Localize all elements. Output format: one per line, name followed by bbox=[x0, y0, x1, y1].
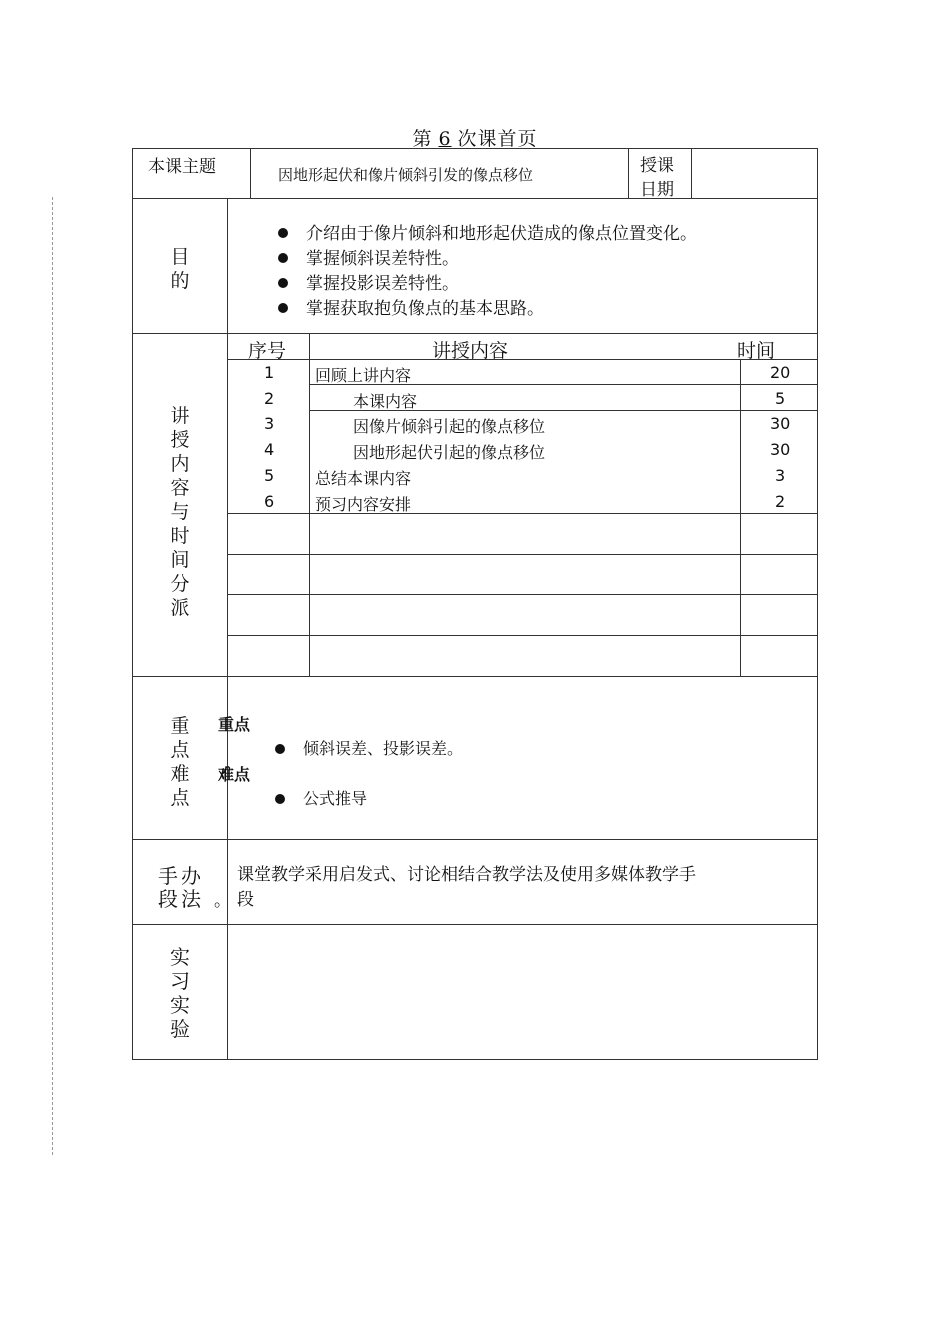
row-time: 20 bbox=[770, 363, 791, 382]
row-no: 3 bbox=[264, 414, 275, 433]
row-content: 因地形起伏引起的像点移位 bbox=[353, 443, 546, 462]
label-char: 时 bbox=[170, 525, 190, 547]
row-content: 本课内容 bbox=[353, 392, 418, 411]
objective-item bbox=[278, 294, 544, 319]
row-divider bbox=[132, 924, 818, 925]
row-divider bbox=[132, 839, 818, 840]
methods-text-line1: 课堂教学采用启发式、讨论相结合教学法及使用多媒体教学手 bbox=[237, 865, 696, 885]
column-divider bbox=[691, 148, 692, 199]
difficult-point-text: 公式推导 bbox=[303, 789, 368, 808]
row-content: 回顾上讲内容 bbox=[315, 366, 412, 385]
date-label-line2: 日期 bbox=[640, 180, 674, 200]
methods-label-dot: 。 bbox=[214, 891, 231, 911]
label-char: 派 bbox=[170, 597, 190, 619]
row-no: 5 bbox=[264, 466, 275, 485]
label-char: 实 bbox=[170, 945, 190, 969]
label-char: 实 bbox=[170, 993, 190, 1017]
row-no: 6 bbox=[264, 492, 275, 511]
label-char: 习 bbox=[170, 969, 190, 993]
row-time: 3 bbox=[775, 466, 786, 485]
bullet-icon bbox=[275, 744, 285, 754]
label-char: 间 bbox=[170, 549, 190, 571]
binding-margin-line bbox=[52, 197, 53, 1155]
key-point-text: 倾斜误差、投影误差。 bbox=[303, 739, 464, 758]
objective-text: 掌握倾斜误差特性。 bbox=[306, 249, 459, 269]
label-char: 难 bbox=[170, 763, 190, 785]
objective-item bbox=[278, 244, 459, 269]
row-divider bbox=[132, 198, 818, 199]
header-content: 讲授内容 bbox=[432, 340, 509, 362]
page-title bbox=[0, 124, 950, 151]
row-divider bbox=[132, 333, 818, 334]
label-char: 点 bbox=[170, 739, 190, 761]
bullet-icon bbox=[275, 794, 285, 804]
methods-label-line1: 手办 bbox=[158, 864, 204, 888]
schedule-row-divider bbox=[227, 359, 818, 360]
label-char: 与 bbox=[170, 501, 190, 523]
row-no: 2 bbox=[264, 389, 275, 408]
schedule-col-divider bbox=[740, 359, 741, 676]
methods-text-line2: 段 bbox=[237, 890, 254, 910]
row-time: 30 bbox=[770, 440, 791, 459]
label-char: 重 bbox=[170, 715, 190, 737]
schedule-row-divider bbox=[227, 594, 818, 595]
objective-text: 掌握获取抱负像点的基本思路。 bbox=[306, 299, 544, 319]
practice-label bbox=[160, 945, 200, 1041]
row-no: 4 bbox=[264, 440, 275, 459]
key-points-label bbox=[160, 714, 200, 810]
key-point-tag: 重点 bbox=[218, 715, 251, 734]
title-prefix: 第 bbox=[412, 128, 433, 150]
schedule-row-divider bbox=[227, 635, 818, 636]
label-char: 容 bbox=[170, 477, 190, 499]
label-char: 点 bbox=[170, 787, 190, 809]
row-time: 5 bbox=[775, 389, 786, 408]
label-column-divider bbox=[227, 198, 228, 1060]
topic-value: 因地形起伏和像片倾斜引发的像点移位 bbox=[278, 166, 534, 184]
column-divider bbox=[250, 148, 251, 199]
date-label-line1: 授课 bbox=[640, 156, 674, 176]
objective-item bbox=[278, 219, 697, 244]
objective-item bbox=[278, 269, 459, 294]
label-char: 内 bbox=[170, 453, 190, 475]
difficult-point-tag: 难点 bbox=[218, 765, 251, 784]
objective-text: 掌握投影误差特性。 bbox=[306, 274, 459, 294]
content-section-label bbox=[160, 404, 200, 620]
objectives-label bbox=[160, 245, 200, 293]
label-char: 的 bbox=[170, 270, 190, 292]
label-char: 授 bbox=[170, 429, 190, 451]
bullet-icon bbox=[278, 303, 288, 313]
row-time: 30 bbox=[770, 414, 791, 433]
bullet-icon bbox=[278, 278, 288, 288]
label-char: 验 bbox=[170, 1017, 190, 1041]
bullet-icon bbox=[278, 253, 288, 263]
column-divider bbox=[628, 148, 629, 199]
bullet-icon bbox=[278, 228, 288, 238]
objective-text: 介绍由于像片倾斜和地形起伏造成的像点位置变化。 bbox=[306, 224, 697, 244]
methods-label-line2: 段法 bbox=[158, 887, 204, 911]
row-no: 1 bbox=[264, 363, 275, 382]
title-suffix: 次课首页 bbox=[457, 128, 538, 150]
row-content: 因像片倾斜引起的像点移位 bbox=[353, 417, 546, 436]
label-char: 目 bbox=[170, 246, 190, 268]
row-divider bbox=[132, 676, 818, 677]
topic-label: 本课主题 bbox=[148, 157, 216, 177]
key-point-item bbox=[275, 736, 463, 759]
label-char: 分 bbox=[170, 573, 190, 595]
header-time: 时间 bbox=[737, 340, 776, 362]
session-number: 6 bbox=[438, 128, 452, 150]
row-content: 预习内容安排 bbox=[315, 495, 412, 514]
schedule-row-divider bbox=[227, 554, 818, 555]
row-content: 总结本课内容 bbox=[315, 469, 412, 488]
row-time: 2 bbox=[775, 492, 786, 511]
difficult-point-item bbox=[275, 786, 367, 809]
header-no: 序号 bbox=[248, 340, 287, 362]
label-char: 讲 bbox=[170, 405, 190, 427]
